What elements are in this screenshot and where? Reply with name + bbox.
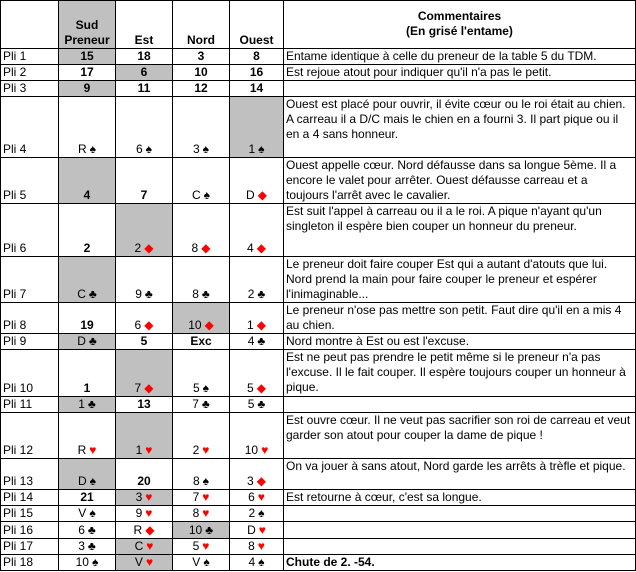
ouest-card <box>230 81 284 97</box>
nord-card <box>173 65 230 81</box>
card-value: 15 <box>80 49 94 64</box>
ouest-card <box>230 256 284 302</box>
pli-row <box>1 256 636 302</box>
pli-row <box>1 157 636 203</box>
pli-label: Pli 13 <box>1 459 59 490</box>
trefle-icon: ♣ <box>87 396 96 411</box>
nord-card <box>173 157 230 203</box>
est-header: Est <box>116 1 173 49</box>
coeur-icon: ♥ <box>257 538 265 553</box>
comment: Est suit l'appel à carreau ou il a le roi. A pique n'ayant qu'un singleton il espère bien couper un honneur du preneur. <box>284 204 636 256</box>
pique-icon: ♠ <box>89 474 97 489</box>
pique-icon: ♠ <box>202 141 210 156</box>
card-value: C <box>134 538 144 553</box>
pli-row <box>1 65 636 81</box>
carreau-icon: ◆ <box>256 240 266 255</box>
nord-card <box>173 49 230 65</box>
est-card <box>116 65 173 81</box>
card-value: 5 <box>247 380 254 395</box>
card-value: 13 <box>137 396 151 411</box>
coeur-icon: ♥ <box>202 490 210 505</box>
trefle-icon: ♣ <box>205 522 214 537</box>
pique-icon: ♠ <box>145 141 153 156</box>
card-value: 1 <box>247 318 254 333</box>
ouest-card <box>230 412 284 458</box>
comment: Entame identique à celle du preneur de la table 5 du TDM. <box>284 49 636 65</box>
pli-row <box>1 97 636 157</box>
est-card <box>116 538 173 554</box>
card-value: 7 <box>192 396 199 411</box>
card-value: 8 <box>192 286 199 301</box>
pli-label: Pli 17 <box>1 538 59 554</box>
trefle-icon: ♣ <box>87 522 96 537</box>
carreau-icon: ◆ <box>257 188 267 203</box>
nord-card <box>173 538 230 554</box>
card-value: R <box>77 141 87 156</box>
card-value: 18 <box>137 49 151 64</box>
nord-header: Nord <box>173 1 230 49</box>
trefle-icon: ♣ <box>201 396 210 411</box>
card-value: 5 <box>192 538 200 553</box>
card-value: 6 <box>248 490 255 505</box>
comment <box>284 522 636 538</box>
sud-card <box>59 396 116 412</box>
card-value: 9 <box>83 81 91 96</box>
pique-icon: ♠ <box>203 188 211 203</box>
nord-card <box>173 256 230 302</box>
ouest-card <box>230 396 284 412</box>
est-card <box>116 157 173 203</box>
pli-row <box>1 396 636 412</box>
trefle-icon: ♣ <box>257 396 266 411</box>
card-value: 6 <box>135 141 143 156</box>
pli-row <box>1 334 636 350</box>
card-value: V <box>192 555 201 569</box>
carreau-icon: ◆ <box>145 522 155 537</box>
card-value: V <box>134 555 143 569</box>
ouest-card <box>230 538 284 554</box>
pli-label: Pli 15 <box>1 506 59 522</box>
comment: Ouest est placé pour ouvrir, il évite cœur ou le roi était au chien. A carreau il a D/C mais le chien en a fourni 3. Il part pique ou il en a 4 sans honneur. <box>284 97 636 157</box>
comment <box>284 538 636 554</box>
comment: Chute de 2. -54. <box>284 554 636 570</box>
comment: Est ouvre cœur. Il ne veut pas sacrifier son roi de carreau et veut garder son atout pour couper la dame de pique ! <box>284 412 636 458</box>
ouest-header: Ouest <box>230 1 284 49</box>
plis-body <box>1 49 636 571</box>
sud-preneur-header: Sud Preneur <box>59 1 116 49</box>
trefle-icon: ♣ <box>88 334 97 349</box>
pli-label: Pli 2 <box>1 65 59 81</box>
sud-card <box>59 97 116 157</box>
pli-label: Pli 10 <box>1 350 59 396</box>
card-value: D <box>77 474 87 489</box>
comment <box>284 81 636 97</box>
pique-icon: ♠ <box>258 141 265 156</box>
card-value: 1 <box>248 141 256 156</box>
carreau-icon: ◆ <box>144 240 154 255</box>
comment <box>284 396 636 412</box>
card-value: 8 <box>191 240 199 255</box>
card-value: R <box>77 443 87 457</box>
coeur-icon: ♥ <box>145 555 154 569</box>
comment: Est rejoue atout pour indiquer qu'il n'a pas le petit. <box>284 65 636 81</box>
card-value: 16 <box>249 65 264 80</box>
comment: On va jouer à sans atout, Nord garde les arrêts à trèfle et pique. <box>284 459 636 490</box>
nord-card <box>173 490 230 506</box>
card-value: 2 <box>83 240 91 255</box>
card-value: 9 <box>135 506 143 521</box>
est-card <box>116 97 173 157</box>
card-value: 10 <box>244 443 259 457</box>
ouest-card <box>230 459 284 490</box>
pli-row <box>1 81 636 97</box>
card-value: 8 <box>248 538 255 553</box>
coeur-icon: ♥ <box>145 443 153 457</box>
carreau-icon: ◆ <box>256 474 266 489</box>
pli-label: Pli 3 <box>1 81 59 97</box>
pique-icon: ♠ <box>89 506 96 521</box>
card-value: 7 <box>192 490 200 505</box>
sud-card <box>59 334 116 350</box>
est-card <box>116 396 173 412</box>
pli-row <box>1 350 636 396</box>
coeur-icon: ♥ <box>146 538 154 553</box>
card-value: D <box>77 334 86 349</box>
commentaires-subtitle: (En grisé l'entame) <box>406 24 513 38</box>
pli-row <box>1 302 636 333</box>
card-value: 19 <box>80 318 94 333</box>
est-card <box>116 49 173 65</box>
nord-card <box>173 506 230 522</box>
est-card <box>116 204 173 256</box>
pli-label: Pli 7 <box>1 256 59 302</box>
card-value: 7 <box>134 380 142 395</box>
header-row <box>1 1 636 49</box>
nord-card <box>173 522 230 538</box>
pli-label: Pli 12 <box>1 412 59 458</box>
card-value: 10 <box>194 65 208 80</box>
trefle-icon: ♣ <box>87 538 96 553</box>
pli-label: Pli 6 <box>1 204 59 256</box>
coeur-icon: ♥ <box>202 443 210 457</box>
nord-card <box>173 554 230 570</box>
card-value: 3 <box>197 49 205 64</box>
card-value: 7 <box>140 188 148 203</box>
card-value: 2 <box>134 240 142 255</box>
pli-header <box>1 1 59 49</box>
card-value: 10 <box>75 555 89 569</box>
pli-row <box>1 49 636 65</box>
card-value: 17 <box>80 65 94 80</box>
coeur-icon: ♥ <box>261 443 269 457</box>
coeur-icon: ♥ <box>202 538 210 553</box>
ouest-card <box>230 334 284 350</box>
pique-icon: ♠ <box>89 141 97 156</box>
card-value: Exc <box>190 334 212 349</box>
sud-card <box>59 538 116 554</box>
nord-card <box>173 412 230 458</box>
trefle-icon: ♣ <box>144 286 153 301</box>
pique-icon: ♠ <box>202 474 210 489</box>
nord-card <box>173 396 230 412</box>
card-value: 6 <box>78 522 85 537</box>
ouest-card <box>230 350 284 396</box>
nord-card <box>173 459 230 490</box>
est-card <box>116 490 173 506</box>
commentaires-header <box>284 1 636 49</box>
sud-card <box>59 256 116 302</box>
sud-card <box>59 490 116 506</box>
coeur-icon: ♥ <box>202 506 210 521</box>
nord-card <box>173 81 230 97</box>
carreau-icon: ◆ <box>204 318 214 333</box>
ouest-card <box>230 65 284 81</box>
pli-label: Pli 11 <box>1 396 59 412</box>
comment <box>284 506 636 522</box>
card-value: 1 <box>83 380 91 395</box>
sud-card <box>59 506 116 522</box>
card-value: 10 <box>188 318 202 333</box>
coeur-icon: ♥ <box>257 490 265 505</box>
nord-card <box>173 302 230 333</box>
pli-row <box>1 204 636 256</box>
comment: Nord montre à Est ou est l'excuse. <box>284 334 636 350</box>
est-card <box>116 81 173 97</box>
card-value: 20 <box>137 474 151 489</box>
sud-card <box>59 554 116 570</box>
card-value: V <box>78 506 87 521</box>
pique-icon: ♠ <box>258 506 265 521</box>
pli-label: Pli 5 <box>1 157 59 203</box>
card-value: 21 <box>80 490 94 505</box>
pli-row <box>1 459 636 490</box>
card-value: 1 <box>135 443 143 457</box>
card-value: C <box>191 188 201 203</box>
est-card <box>116 350 173 396</box>
ouest-card <box>230 49 284 65</box>
sud-card <box>59 350 116 396</box>
card-value: R <box>133 522 143 537</box>
card-value: 1 <box>78 396 85 411</box>
pli-row <box>1 490 636 506</box>
pli-row <box>1 506 636 522</box>
card-value: 12 <box>194 81 208 96</box>
coeur-icon: ♥ <box>145 506 153 521</box>
trefle-icon: ♣ <box>257 334 266 349</box>
card-value: 3 <box>247 474 254 489</box>
est-card <box>116 334 173 350</box>
comment: Le preneur doit faire couper Est qui a autant d'atouts que lui. Nord prend la main pour faire couper le preneur et espérer l'inimaginable... <box>284 256 636 302</box>
card-value: D <box>247 522 256 537</box>
card-value: 10 <box>188 522 203 537</box>
pli-label: Pli 8 <box>1 302 59 333</box>
carreau-icon: ◆ <box>256 380 266 395</box>
carreau-icon: ◆ <box>144 380 154 395</box>
card-value: 4 <box>247 334 255 349</box>
nord-card <box>173 350 230 396</box>
card-value: 9 <box>135 286 142 301</box>
card-value: C <box>77 286 86 301</box>
pique-icon: ♠ <box>203 555 210 569</box>
carreau-icon: ◆ <box>144 318 154 333</box>
card-value: D <box>246 188 255 203</box>
ouest-card <box>230 490 284 506</box>
comment: Le preneur n'ose pas mettre son petit. Faut dire qu'il en a mis 4 au chien. <box>284 302 636 333</box>
card-value: 11 <box>137 81 151 96</box>
sud-card <box>59 157 116 203</box>
card-value: 3 <box>192 141 200 156</box>
est-card <box>116 302 173 333</box>
pli-label: Pli 9 <box>1 334 59 350</box>
nord-card <box>173 204 230 256</box>
est-card <box>116 554 173 570</box>
coeur-icon: ♥ <box>258 522 266 537</box>
pique-icon: ♠ <box>258 555 265 569</box>
est-card <box>116 506 173 522</box>
ouest-card <box>230 554 284 570</box>
est-card <box>116 522 173 538</box>
card-value: 3 <box>78 538 85 553</box>
card-value: 5 <box>192 380 200 395</box>
card-value: 3 <box>135 490 143 505</box>
card-value: 14 <box>249 81 264 96</box>
ouest-card <box>230 302 284 333</box>
est-card <box>116 256 173 302</box>
pli-label: Pli 18 <box>1 554 59 570</box>
comment: Est ne peut pas prendre le petit même si le preneur n'a pas l'excuse. Il le fait couper. Il espère toujours couper un honneur à pique. <box>284 350 636 396</box>
card-value: 8 <box>192 506 200 521</box>
trefle-icon: ♣ <box>201 286 210 301</box>
card-value: 5 <box>247 396 255 411</box>
sud-card <box>59 459 116 490</box>
carreau-icon: ◆ <box>201 240 211 255</box>
ouest-card <box>230 522 284 538</box>
pli-label: Pli 14 <box>1 490 59 506</box>
sud-card <box>59 522 116 538</box>
comment: Est retourne à cœur, c'est sa longue. <box>284 490 636 506</box>
est-card <box>116 412 173 458</box>
card-value: 8 <box>253 49 260 64</box>
comment: Ouest appelle cœur. Nord défausse dans sa longue 5ème. Il a encore le valet pour arrêter. Ouest défausse carreau et a toujours l'arrêt avec le cavalier. <box>284 157 636 203</box>
sud-card <box>59 49 116 65</box>
card-value: 4 <box>247 240 254 255</box>
card-value: 4 <box>83 188 91 203</box>
pli-label: Pli 4 <box>1 97 59 157</box>
pli-row <box>1 522 636 538</box>
pli-label: Pli 1 <box>1 49 59 65</box>
pli-label: Pli 16 <box>1 522 59 538</box>
commentaires-title: Commentaires <box>417 9 502 23</box>
pique-icon: ♠ <box>91 555 99 569</box>
card-value: 6 <box>140 65 148 80</box>
sud-card <box>59 65 116 81</box>
sud-card <box>59 81 116 97</box>
ouest-card <box>230 204 284 256</box>
card-value: 2 <box>248 506 256 521</box>
est-card <box>116 459 173 490</box>
sud-card <box>59 412 116 458</box>
sud-card <box>59 302 116 333</box>
coeur-icon: ♥ <box>89 443 97 457</box>
trefle-icon: ♣ <box>257 286 266 301</box>
card-value: 4 <box>248 555 256 569</box>
card-value: 6 <box>134 318 142 333</box>
pli-row <box>1 412 636 458</box>
card-value: 5 <box>140 334 148 349</box>
card-value: 2 <box>247 286 255 301</box>
ouest-card <box>230 506 284 522</box>
card-value: 8 <box>192 474 200 489</box>
pli-row <box>1 538 636 554</box>
coeur-icon: ♥ <box>145 490 153 505</box>
card-value: 2 <box>192 443 200 457</box>
trefle-icon: ♣ <box>88 286 97 301</box>
nord-card <box>173 334 230 350</box>
sud-card <box>59 204 116 256</box>
pique-icon: ♠ <box>202 380 210 395</box>
ouest-card <box>230 157 284 203</box>
carreau-icon: ◆ <box>256 318 266 333</box>
pli-row <box>1 554 636 570</box>
nord-card <box>173 97 230 157</box>
ouest-card <box>230 97 284 157</box>
